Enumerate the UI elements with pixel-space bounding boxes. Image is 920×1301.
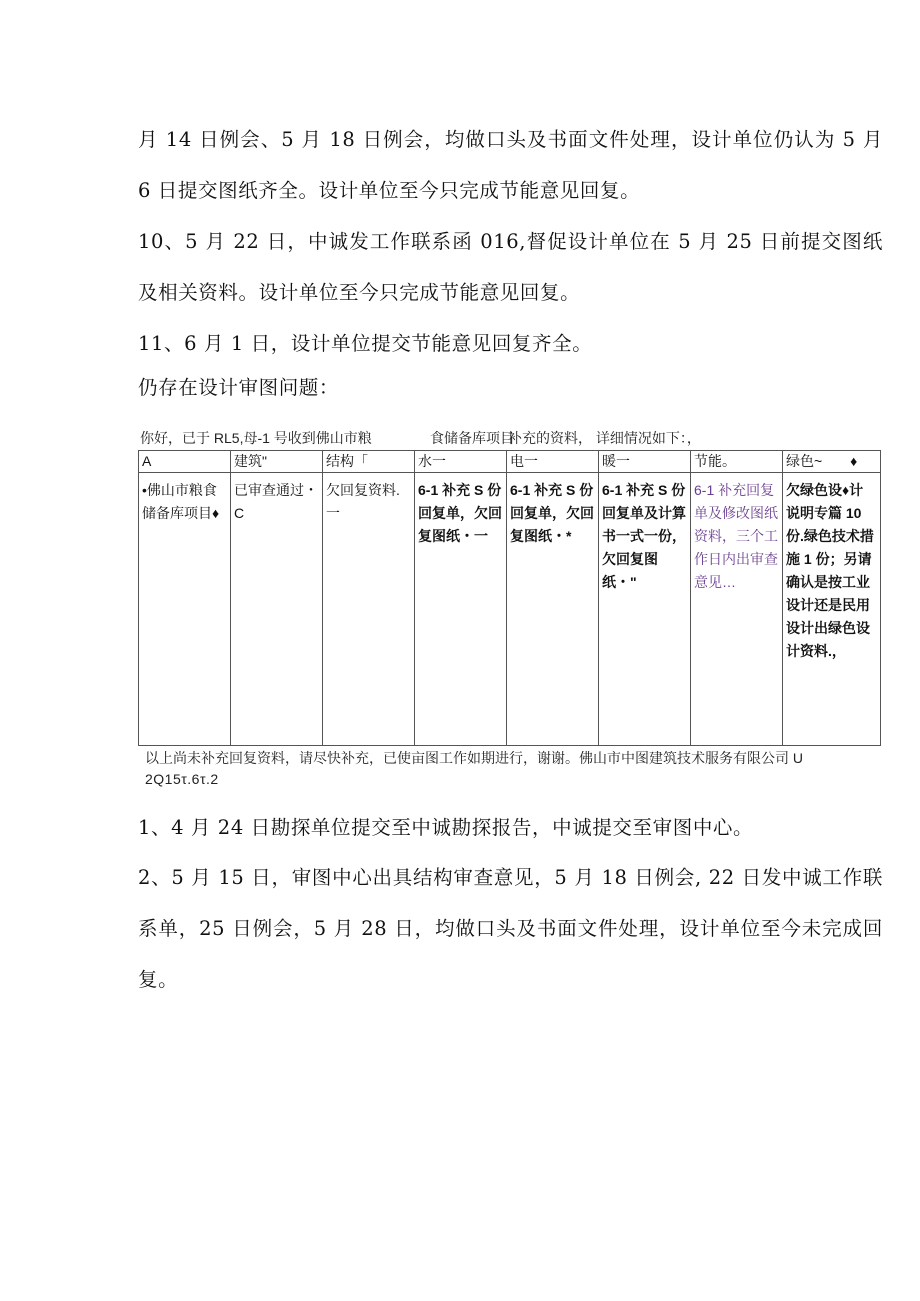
cell-green-status: 欠绿色设♦计说明专篇 10 份.绿色技术措施 1 份；另请确认是按工业设计还是民用设计出绿色设计资料.， bbox=[783, 473, 881, 746]
notice-part-3: 补充的资料， 详细情况如下：， bbox=[508, 430, 701, 446]
cell-structure-status: 欠回复资料.一 bbox=[323, 473, 415, 746]
table-footer-date: 2Q15τ.6τ.2 bbox=[145, 771, 219, 787]
section-heading-remaining-issues: 仍存在设计审图问题： bbox=[138, 376, 340, 399]
cell-electrical-status: 6-1 补充 S 份回复单，欠回复图纸・* bbox=[507, 473, 599, 746]
table-header-row bbox=[139, 451, 881, 473]
review-notice-line bbox=[138, 426, 880, 446]
paragraph-survey-item-2: 2、5 月 15 日，审图中心出具结构审查意见，5 月 18 日例会, 22 日发中诚工作联系单，25 日例会，5 月 28 日，均做口头及书面文件处理，设计单位至今未完成回复。 bbox=[138, 866, 883, 991]
table-row bbox=[139, 473, 881, 746]
table-footer-note: 以上尚未补充回复资料，请尽快补充，已使亩图工作如期进行，谢谢。佛山市中图建筑技术服务有限公司 U bbox=[145, 750, 803, 766]
header-hvac: 暖一 bbox=[599, 451, 691, 473]
paragraph-item-10: 10、5 月 22 日，中诚发工作联系函 016,督促设计单位在 5 月 25 日前提交图纸及相关资料。设计单位至今只完成节能意见回复。 bbox=[138, 230, 883, 304]
notice-part-2: 食储备库项目 bbox=[430, 430, 514, 446]
cell-architecture-status: 已审查通过・C bbox=[231, 473, 323, 746]
review-status-table bbox=[138, 450, 881, 746]
header-structure: 结构「 bbox=[323, 451, 415, 473]
header-energy-saving: 节能。 bbox=[691, 451, 783, 473]
header-green: 绿色~ ♦ bbox=[783, 451, 881, 473]
cell-hvac-status: 6-1 补充 S 份回复单及计算书一式一份，欠回复图纸・" bbox=[599, 473, 691, 746]
header-water: 水一 bbox=[415, 451, 507, 473]
paragraph-item-11: 11、6 月 1 日，设计单位提交节能意见回复齐全。 bbox=[138, 332, 593, 355]
notice-part-1: 你好，已于 RL5,母-1 号收到佛山市粮 bbox=[140, 430, 372, 446]
paragraph-survey-item-1: 1、4 月 24 日勘探单位提交至中诚勘探报告，中诚提交至审图中心。 bbox=[138, 816, 754, 839]
header-architecture: 建筑" bbox=[231, 451, 323, 473]
cell-project-name: •佛山市粮食储备库项目♦ bbox=[139, 473, 231, 746]
cell-water-status: 6-1 补充 S 份回复单，欠回复图纸・一 bbox=[415, 473, 507, 746]
header-electrical: 电一 bbox=[507, 451, 599, 473]
header-project: A bbox=[139, 451, 231, 473]
cell-energy-status: 6-1 补充回复单及修改图纸资料，三个工作日内出审查意见… bbox=[691, 473, 783, 746]
paragraph-progress-may: 月 14 日例会、5 月 18 日例会，均做口头及书面文件处理，设计单位仍认为 5 月 6 日提交图纸齐全。设计单位至今只完成节能意见回复。 bbox=[138, 128, 883, 202]
